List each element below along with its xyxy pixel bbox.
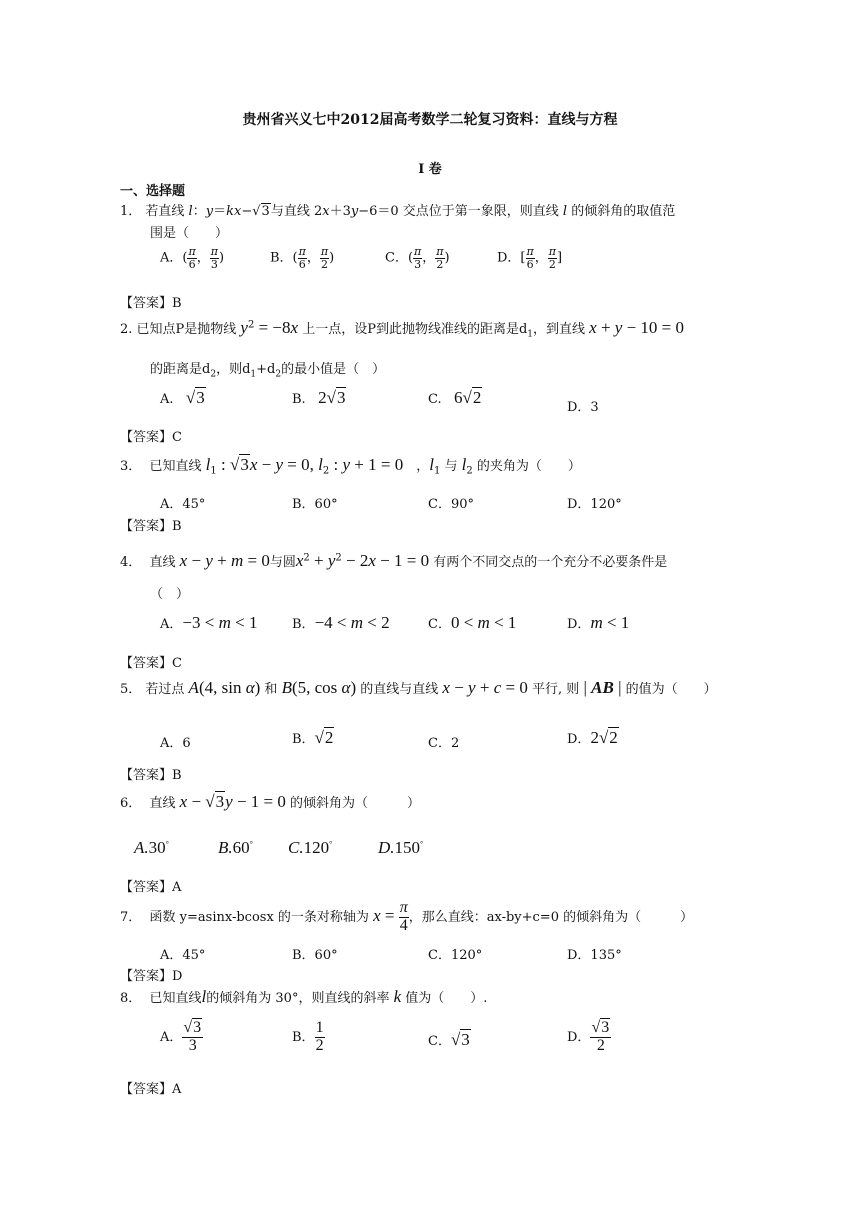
question-2-option-a: A. √3 [160, 388, 205, 407]
question-6-option-a: A.30° [134, 838, 169, 857]
question-5-option-a: A．6 [160, 736, 191, 751]
question-3-stem: 3． 已知直线 $l_1$ : √3x − y = 0, $l_2$ : y + 1 = 0 ，$l_1$ 与 $l_2$ 的夹角为（ ） [120, 455, 581, 477]
question-5-option-b: B．√2 [292, 728, 334, 747]
question-1-option-c: C．( $\frac{\pi}{3}$ ， $\frac{\pi}{2}$ ) [385, 245, 450, 271]
question-8-option-c: C．√3 [428, 1030, 470, 1049]
question-6-option-d: D.150° [378, 838, 424, 857]
question-5-option-d: D．2√2 [567, 728, 618, 747]
question-4-option-a: A．−3 < m < 1 [160, 613, 258, 632]
document-title: 贵州省兴义七中2012届高考数学二轮复习资料：直线与方程 [242, 112, 618, 128]
question-8-option-d: D． $\frac{√3}{2}$ [567, 1019, 610, 1054]
question-1-stem-cont: 围是（ ） [150, 226, 229, 241]
question-8-stem: 8． 已知直线l的倾斜角为 30°，则直线的斜率 k 值为（ ）. [120, 987, 488, 1006]
question-8-answer: 【答案】A [120, 1082, 182, 1097]
question-8-option-a: A． $\frac{√3}{3}$ [160, 1019, 202, 1054]
question-3-option-a: A．45° [160, 497, 206, 512]
question-2-stem-cont: 的距离是$d_2$，则$d_1+d_2$的最小值是（ ） [150, 362, 386, 380]
question-1-answer: 【答案】B [120, 296, 182, 311]
question-4-answer: 【答案】C [120, 656, 182, 671]
question-2-option-d: D．3 [567, 400, 599, 415]
question-7-answer: 【答案】D [120, 969, 183, 984]
question-3-option-b: B．60° [292, 497, 338, 512]
question-2-option-c: C. 6√2 [428, 388, 482, 407]
question-6-option-c: C.120° [288, 838, 333, 857]
question-1-option-a: A．( $\frac{\pi}{6}$ ， $\frac{\pi}{3}$ ) [160, 245, 225, 271]
question-4-stem-cont: （ ） [150, 587, 190, 602]
question-5-answer: 【答案】B [120, 768, 182, 783]
question-8-option-b: B． $\frac{1}{2}$ [292, 1019, 324, 1054]
question-6-answer: 【答案】A [120, 880, 182, 895]
question-2-option-b: B. 2√3 [292, 388, 346, 407]
question-3-option-d: D．120° [567, 497, 622, 512]
question-2-stem: 2. 已知点P是抛物线 $y^2 = -8x$ 上一点，设P到此抛物线准线的距离是$d_1$，到直线 x + y − 10 = 0 [120, 318, 685, 340]
question-5-stem: 5． 若过点 A(4, sin α) 和 B(5, cos α) 的直线与直线 x − y + c = 0 平行, 则 | AB | 的值为（ ） [120, 678, 717, 697]
question-3-option-c: C．90° [428, 497, 474, 512]
question-4-option-b: B．−4 < m < 2 [292, 613, 390, 632]
question-7-stem: 7． 函数 y=asinx-bcosx 的一条对称轴为 x = $\frac{\pi}{4}$ ，那么直线：ax-by+c=0 的倾斜角为（ ） [120, 899, 694, 934]
question-1-option-b: B．( $\frac{\pi}{6}$ ， $\frac{\pi}{2}$ ) [270, 245, 335, 271]
volume-heading: I 卷 [418, 162, 442, 177]
question-5-option-c: C．2 [428, 736, 460, 751]
question-6-stem: 6． 直线 x − √3y − 1 = 0 的倾斜角为（ ） [120, 792, 421, 811]
question-4-stem: 4． 直线 x − y + m = 0与圆$x^2 + y^2 - 2x - 1 = 0$ 有两个不同交点的一个充分不必要条件是 [120, 551, 668, 570]
question-7-option-c: C．120° [428, 948, 483, 963]
question-6-option-b: B.60° [218, 838, 253, 857]
question-4-option-c: C．0 < m < 1 [428, 613, 517, 632]
question-7-option-d: D．135° [567, 948, 622, 963]
section-heading: 一、选择题 [120, 184, 186, 199]
question-2-answer: 【答案】C [120, 430, 182, 445]
question-1-stem: 1． 若直线 l：y＝kx−√3与直线 2x＋3y−6＝0 交点位于第一象限，则直线 l 的倾斜角的取值范 [120, 204, 676, 219]
question-7-option-a: A．45° [160, 948, 206, 963]
question-1-option-d: D．[ $\frac{\pi}{6}$ ， $\frac{\pi}{2}$ ] [497, 245, 563, 271]
question-7-option-b: B．60° [292, 948, 338, 963]
question-4-option-d: D．m < 1 [567, 613, 630, 632]
question-3-answer: 【答案】B [120, 519, 182, 534]
